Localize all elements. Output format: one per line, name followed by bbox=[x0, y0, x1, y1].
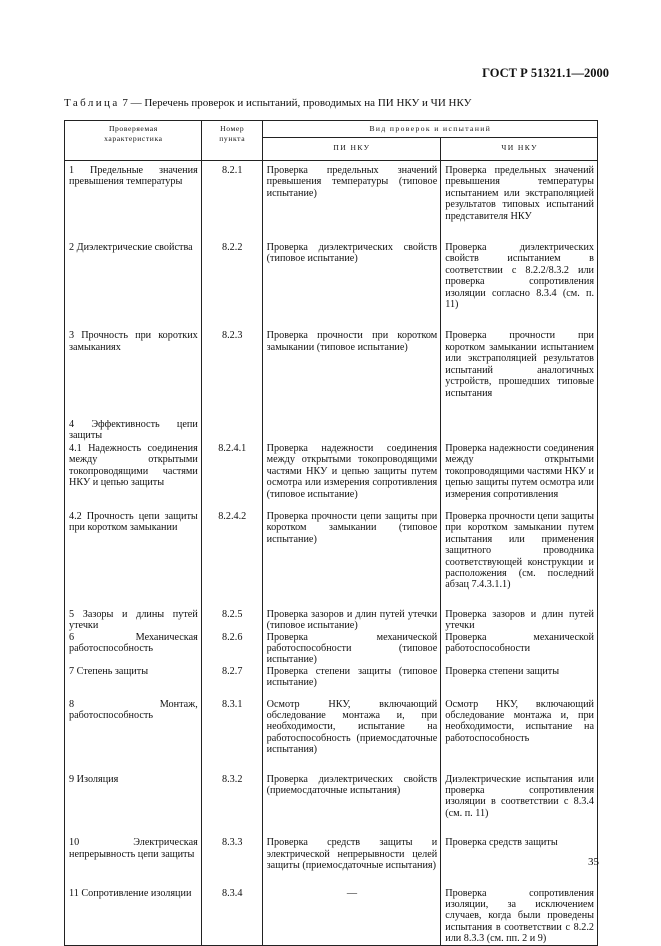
chi-check-cell: Проверка диэлектрических свойств испытанием в соответствии с 8.2.2/8.3.2 или проверка сопротивления изоляции согласно 8.3.4 (см. п. 11) bbox=[441, 222, 598, 310]
page-number: 35 bbox=[588, 856, 599, 868]
chi-check-cell: Проверка предельных значений превышения температуры испытанием или экстраполяцией результатов типовых испытаний представителя НКУ bbox=[441, 161, 598, 223]
item-number-cell: 8.3.3 bbox=[201, 819, 262, 871]
chi-check-cell: Проверка средств защиты bbox=[441, 819, 598, 871]
characteristic-cell: 5 Зазоры и длины путей утечки bbox=[65, 591, 202, 632]
pi-check-cell bbox=[262, 399, 441, 443]
pi-check-cell: Проверка прочности цепи защиты при коротком замыкании (типовое испытание) bbox=[262, 500, 441, 591]
header-chi: ЧИ НКУ bbox=[441, 138, 598, 161]
item-number-cell: 8.2.4.2 bbox=[201, 500, 262, 591]
characteristic-cell: 3 Прочность при коротких замыканиях bbox=[65, 310, 202, 398]
characteristic-cell: 9 Изоляция bbox=[65, 756, 202, 820]
item-number-cell: 8.2.3 bbox=[201, 310, 262, 398]
item-number-cell: 8.2.6 bbox=[201, 632, 262, 666]
item-number-cell: 8.2.7 bbox=[201, 666, 262, 689]
characteristic-cell: 7 Степень защиты bbox=[65, 666, 202, 689]
header-item-number: Номер пункта bbox=[201, 121, 262, 161]
pi-check-cell: Проверка диэлектрических свойств (приемосдаточные испытания) bbox=[262, 756, 441, 820]
item-number-cell: 8.2.4.1 bbox=[201, 443, 262, 500]
table-row bbox=[65, 632, 598, 666]
table-row bbox=[65, 872, 598, 946]
item-number-cell: 8.2.2 bbox=[201, 222, 262, 310]
characteristic-cell: 8 Монтаж, работоспособность bbox=[65, 689, 202, 756]
pi-check-cell: Осмотр НКУ, включающий обследование монтажа и, при необходимости, испытание на работоспособность (приемосдаточные испытания) bbox=[262, 689, 441, 756]
characteristic-cell: 4.1 Надежность соединения между открытыми токопроводящими частями НКУ и цепью защиты bbox=[65, 443, 202, 500]
characteristic-cell: 4.2 Прочность цепи защиты при коротком замыкании bbox=[65, 500, 202, 591]
header-test-kind: Вид проверок и испытаний bbox=[262, 121, 597, 138]
table-caption bbox=[64, 97, 471, 109]
table-row bbox=[65, 819, 598, 871]
characteristic-cell: 10 Электрическая непрерывность цепи защиты bbox=[65, 819, 202, 871]
chi-check-cell: Проверка прочности при коротком замыкании испытанием или экстраполяцией результатов испытаний аналогичных устройств, прошедших типовые испытания bbox=[441, 310, 598, 398]
chi-check-cell: Диэлектрические испытания или проверка сопротивления изоляции в соответствии с 8.3.4 (см. п. 11) bbox=[441, 756, 598, 820]
pi-check-cell: Проверка средств защиты и электрической непрерывности целей защиты (приемосдаточные испытания) bbox=[262, 819, 441, 871]
document-code: ГОСТ Р 51321.1—2000 bbox=[482, 66, 609, 80]
table-row bbox=[65, 689, 598, 756]
caption-text: — Перечень проверок и испытаний, проводимых на ПИ НКУ и ЧИ НКУ bbox=[127, 97, 472, 109]
pi-check-cell: Проверка степени защиты (типовое испытание) bbox=[262, 666, 441, 689]
characteristic-cell: 11 Сопротивление изоляции bbox=[65, 872, 202, 946]
header-characteristic: Проверяемая характеристика bbox=[65, 121, 202, 161]
chi-check-cell bbox=[441, 399, 598, 443]
chi-check-cell: Проверка зазоров и длин путей утечки bbox=[441, 591, 598, 632]
item-number-cell: 8.2.5 bbox=[201, 591, 262, 632]
table-body bbox=[65, 161, 598, 946]
table-row bbox=[65, 222, 598, 310]
chi-check-cell: Проверка механической работоспособности bbox=[441, 632, 598, 666]
header-pi: ПИ НКУ bbox=[262, 138, 441, 161]
item-number-cell: 8.3.2 bbox=[201, 756, 262, 820]
item-number-cell: 8.2.1 bbox=[201, 161, 262, 223]
chi-check-cell: Проверка степени защиты bbox=[441, 666, 598, 689]
item-number-cell: 8.3.1 bbox=[201, 689, 262, 756]
pi-check-cell: Проверка диэлектрических свойств (типовое испытание) bbox=[262, 222, 441, 310]
pi-check-cell: Проверка предельных значений превышения температуры (типовое испытание) bbox=[262, 161, 441, 223]
pi-check-cell: Проверка надежности соединения между открытыми токопроводящими частями НКУ и цепью защиты путем осмотра или измерения сопротивления (типовое испытание) bbox=[262, 443, 441, 500]
pi-check-cell: Проверка механической работоспособности (типовое испытание) bbox=[262, 632, 441, 666]
characteristic-cell: 2 Диэлектрические свойства bbox=[65, 222, 202, 310]
chi-check-cell: Проверка сопротивления изоляции, за исключением случаев, когда были проведены испытания в соответствии с 8.2.2 или 8.3.3 (см. пп. 2 и 9) bbox=[441, 872, 598, 946]
table-row bbox=[65, 756, 598, 820]
table-row bbox=[65, 161, 598, 223]
table-row bbox=[65, 443, 598, 500]
pi-check-cell: Проверка прочности при коротком замыкании (типовое испытание) bbox=[262, 310, 441, 398]
table-row bbox=[65, 399, 598, 443]
item-number-cell bbox=[201, 399, 262, 443]
pi-check-cell: Проверка зазоров и длин путей утечки (типовое испытание) bbox=[262, 591, 441, 632]
characteristic-cell: 6 Механическая работоспособность bbox=[65, 632, 202, 666]
table-row bbox=[65, 666, 598, 689]
table-row bbox=[65, 591, 598, 632]
caption-number: 7 bbox=[122, 97, 128, 109]
table-row bbox=[65, 500, 598, 591]
caption-label: Таблица bbox=[64, 97, 120, 109]
chi-check-cell: Проверка прочности цепи защиты при коротком замыкании путем испытания или применения защитного проводника соответствующей конструкции и расположения (см. последний абзац 7.4.3.1.1) bbox=[441, 500, 598, 591]
characteristic-cell: 4 Эффективность цепи защиты bbox=[65, 399, 202, 443]
pi-check-cell: — bbox=[262, 872, 441, 946]
checks-table bbox=[64, 120, 598, 946]
table-row bbox=[65, 310, 598, 398]
chi-check-cell: Проверка надежности соединения между открытыми токопроводящими частями НКУ и цепью защиты путем осмотра или измерения сопротивления bbox=[441, 443, 598, 500]
characteristic-cell: 1 Предельные значения превышения температуры bbox=[65, 161, 202, 223]
chi-check-cell: Осмотр НКУ, включающий обследование монтажа и, при необходимости, испытание на работоспособность bbox=[441, 689, 598, 756]
item-number-cell: 8.3.4 bbox=[201, 872, 262, 946]
